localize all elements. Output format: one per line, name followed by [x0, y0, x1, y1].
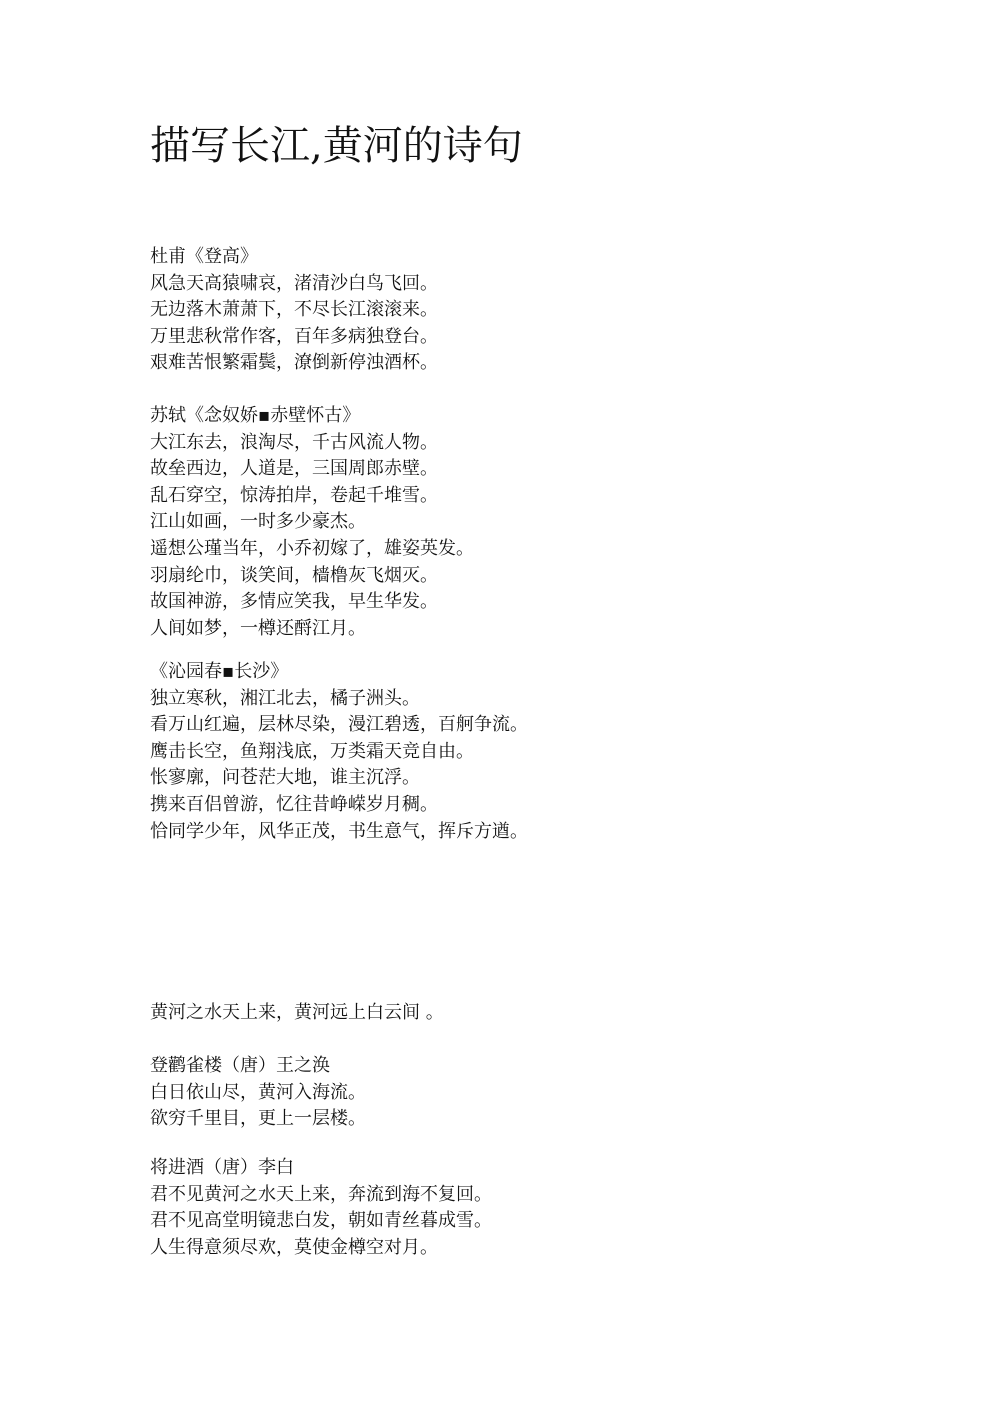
poem-line: 人间如梦，一樽还酹江月。 [150, 617, 366, 639]
poem-section-jiangjinjiu [150, 1155, 492, 1261]
poem-section-qinyuanchun [150, 659, 528, 845]
poem-line: 无边落木萧萧下，不尽长江滚滚来。 [150, 299, 438, 321]
poem-line: 欲穷千里目，更上一层楼。 [150, 1108, 366, 1130]
poem-line: 看万山红遍，层林尽染，漫江碧透，百舸争流。 [150, 714, 528, 736]
poem-section-chibi [150, 403, 474, 642]
poem-line: 风急天高猿啸哀，渚清沙白鸟飞回。 [150, 272, 438, 294]
poem-line: 恰同学少年，风华正茂，书生意气，挥斥方遒。 [150, 820, 528, 842]
poem-heading: 《沁园春▪长沙》 [150, 661, 289, 682]
poem-line: 万里悲秋常作客，百年多病独登台。 [150, 325, 438, 347]
huanghe-verse [150, 1000, 444, 1027]
poem-line: 独立寒秋，湘江北去，橘子洲头。 [150, 687, 420, 709]
poem-line: 白日依山尽，黄河入海流。 [150, 1081, 366, 1103]
page-title: 描写长江,黄河的诗句 [150, 123, 523, 169]
poem-line: 乱石穿空，惊涛拍岸，卷起千堆雪。 [150, 484, 438, 506]
poem-heading: 将进酒（唐）李白 [150, 1157, 294, 1178]
poem-line: 江山如画，一时多少豪杰。 [150, 511, 366, 533]
poem-line: 君不见黄河之水天上来，奔流到海不复回。 [150, 1183, 492, 1205]
poem-section-dengguanquelou [150, 1053, 366, 1133]
poem-line: 携来百侣曾游，忆往昔峥嵘岁月稠。 [150, 793, 438, 815]
poem-line: 人生得意须尽欢，莫使金樽空对月。 [150, 1236, 438, 1258]
poem-line: 故垒西边，人道是，三国周郎赤壁。 [150, 458, 438, 480]
poem-section-denggao [150, 244, 438, 377]
poem-heading: 登鹳雀楼（唐）王之涣 [150, 1055, 330, 1076]
poem-line: 君不见高堂明镜悲白发，朝如青丝暮成雪。 [150, 1210, 492, 1232]
poem-line: 鹰击长空，鱼翔浅底，万类霜天竞自由。 [150, 740, 474, 762]
poem-line: 艰难苦恨繁霜鬓，潦倒新停浊酒杯。 [150, 352, 438, 374]
poem-line: 大江东去，浪淘尽，千古风流人物。 [150, 431, 438, 453]
poem-line: 黄河之水天上来，黄河远上白云间 。 [150, 1002, 444, 1023]
poem-line: 羽扇纶巾，谈笑间，樯橹灰飞烟灭。 [150, 564, 438, 586]
poem-line: 遥想公瑾当年，小乔初嫁了，雄姿英发。 [150, 537, 474, 559]
poem-heading: 杜甫《登高》 [150, 246, 258, 267]
poem-heading: 苏轼《念奴娇▪赤壁怀古》 [150, 405, 361, 426]
poem-line: 故国神游，多情应笑我，早生华发。 [150, 591, 438, 613]
poem-line: 怅寥廓，问苍茫大地，谁主沉浮。 [150, 767, 420, 789]
